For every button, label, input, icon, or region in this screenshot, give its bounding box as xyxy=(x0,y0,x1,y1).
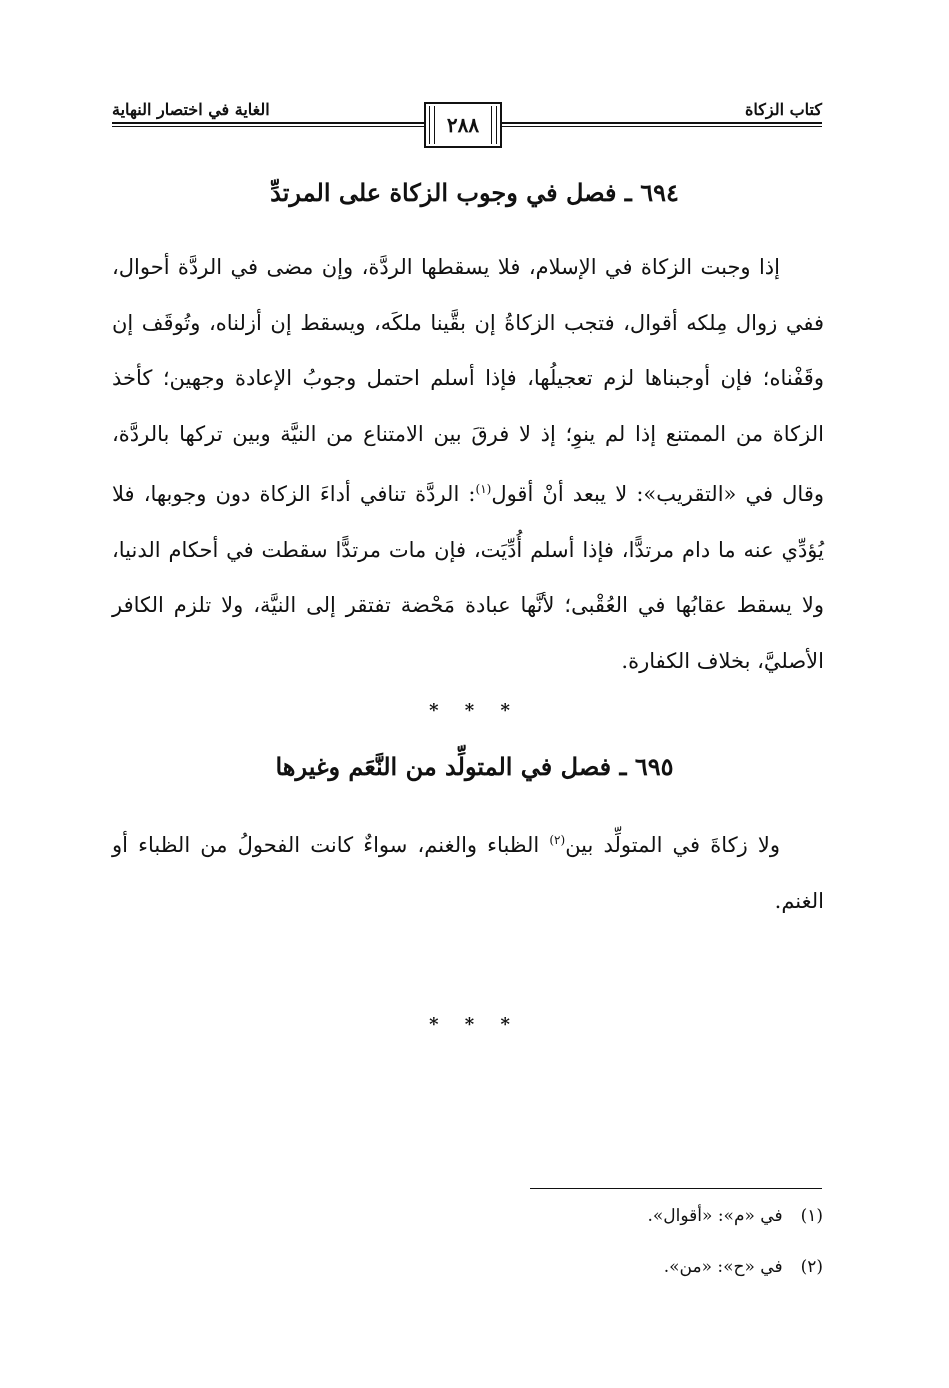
footnote-ref-2: (٢) xyxy=(549,833,566,847)
book-title: الغاية في اختصار النهاية xyxy=(112,100,276,119)
section-695-paragraph xyxy=(112,813,824,929)
footnote-1 xyxy=(648,1206,824,1226)
paragraph-text-part2: الظباء والغنم، سواءٌ كانت الفحولُ من الظباء أو الغنم. xyxy=(112,833,824,913)
footnote-text: في «ح»: «من». xyxy=(663,1257,783,1277)
footnote-number: (٢) xyxy=(800,1257,823,1277)
page-number-text: ٢٨٨ xyxy=(446,113,480,137)
section-694-paragraph xyxy=(112,240,824,689)
paragraph-text-part1: ولا زكاةَ في المتولِّد بين xyxy=(565,833,780,857)
section-separator: * * * xyxy=(429,700,520,721)
footnote-divider xyxy=(530,1188,822,1189)
paragraph-text-part2: : الردَّة تنافي أداءَ الزكاة دون وجوبها، فلا يُؤدِّي عنه ما دام مرتدًّا، فإذا أسلم أُدِّيَت، فإن مات مرتدًّا سقطت في أحكام الدنيا، ولا يسقط عقابُها في العُقْبى؛ لأنَّها عبادة مَحْضة تفتقر إلى النيَّة، ولا تلزم الكافر الأصليَّ، بخلاف الكفارة. xyxy=(112,482,824,673)
footnote-number: (١) xyxy=(800,1206,823,1226)
footnote-ref-1: (١) xyxy=(475,482,492,496)
page-number xyxy=(424,102,502,148)
section-heading-694: ٦٩٤ ـ فصل في وجوب الزكاة على المرتدِّ xyxy=(270,178,679,207)
paragraph-text-part1: إذا وجبت الزكاة في الإسلام، فلا يسقطها الردَّة، وإن مضى في الردَّة أحوال، ففي زوال مِلكه أقوال، فتجب الزكاةُ إن بقَّينا ملكَه، ويسقط إن أزلناه، وتُوقَف إن وقَفْناه؛ فإن أوجبناها لزم تعجيلُها، فإذا أسلم احتمل وجوبُ الإعادة وجهين؛ كأخذ الزكاة من الممتنع إذا لم ينوِ؛ إذ لا فرقَ بين الامتناع من النيَّة وبين تركها بالردَّة، وقال في «التقريب»: لا يبعد أنْ أقول xyxy=(112,255,824,506)
section-heading-695: ٦٩٥ ـ فصل في المتولِّد من النَّعَم وغيرها xyxy=(275,752,674,781)
section-separator: * * * xyxy=(429,1014,520,1035)
book-chapter-title: كتاب الزكاة xyxy=(739,100,822,119)
footnote-2 xyxy=(664,1257,823,1277)
page-header xyxy=(112,100,822,160)
footnote-text: في «م»: «أقوال». xyxy=(647,1206,783,1226)
